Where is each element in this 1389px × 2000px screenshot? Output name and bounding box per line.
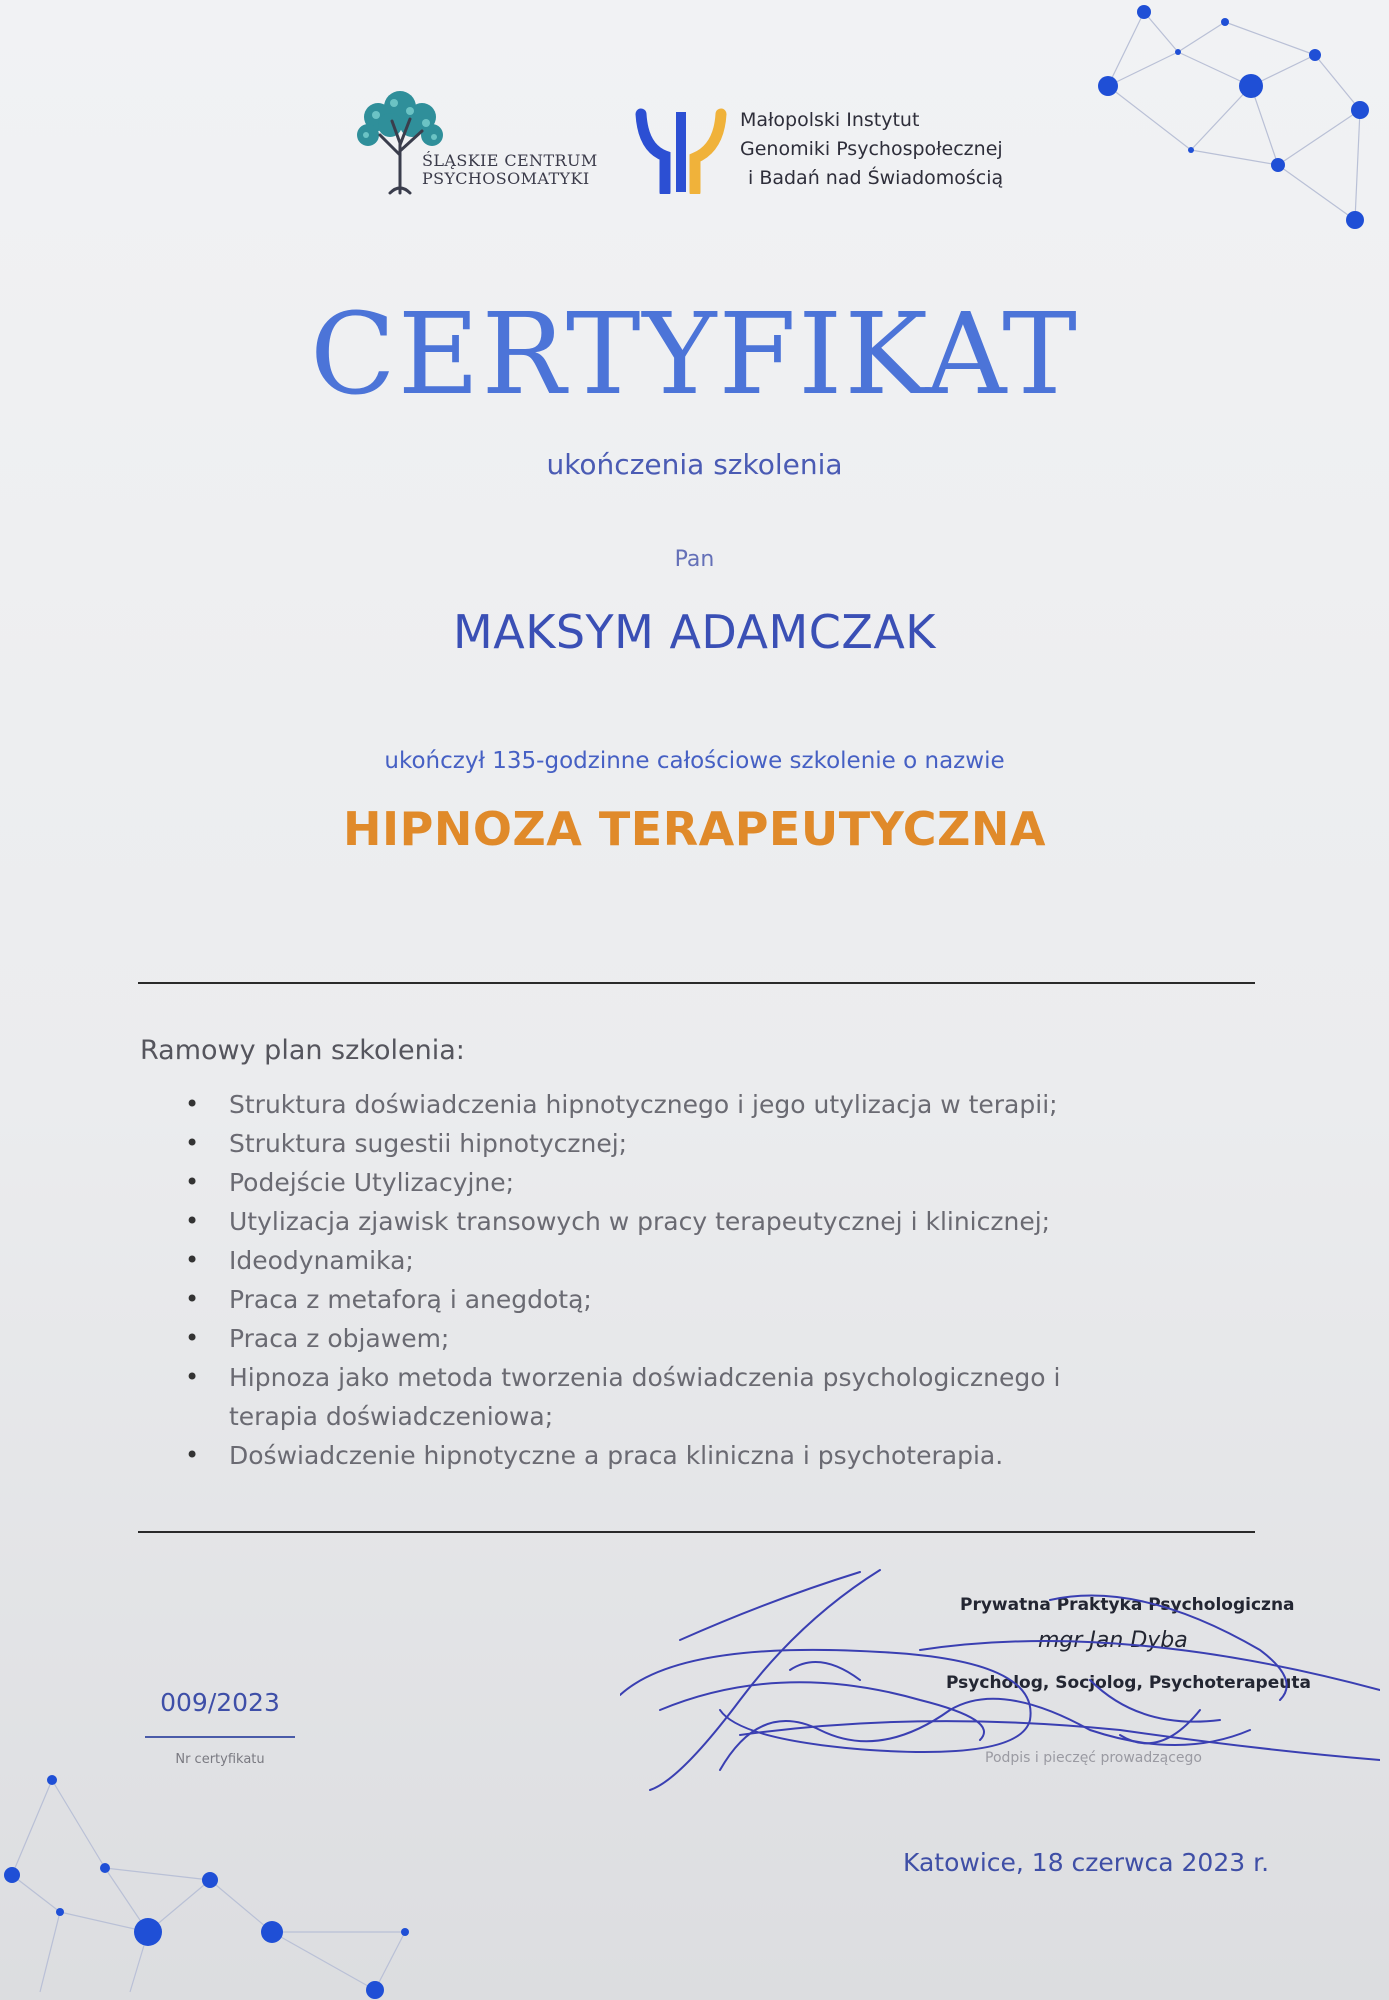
salutation: Pan [674,547,715,572]
plan-item: • Ideodynamika; [185,1241,1185,1280]
malopolski-instytut-logo [635,100,1055,200]
logo-right-line2: Genomiki Psychospołecznej [740,138,1003,160]
place-and-date: Katowice, 18 czerwca 2023 r. [903,1848,1270,1877]
plan-item: • Utylizacja zjawisk transowych w pracy terapeutycznej i klinicznej; [185,1202,1185,1241]
plan-list [185,1085,1185,1475]
certificate-subtitle: ukończenia szkolenia [546,448,843,481]
plan-item: • Doświadczenie hipnotyczne a praca kliniczna i psychoterapia. [185,1436,1185,1475]
plan-heading: Ramowy plan szkolenia: [140,1035,465,1066]
signature-icon [620,1560,1380,1820]
certificate-title: CERTYFIKAT [310,290,1079,420]
slaskie-centrum-logo [350,85,610,205]
completion-text: ukończył 135-godzinne całościowe szkolenie o nazwie [384,748,1005,774]
stamp-line2: mgr Jan Dyba [1038,1628,1188,1653]
course-name: HIPNOZA TERAPEUTYCZNA [343,802,1046,856]
slaskie-centrum-logo-text [422,152,622,188]
network-decoration-icon [0,1760,440,2000]
logo-right-line1: Małopolski Instytut [740,109,920,131]
certificate-number-label: Nr certyfikatu [175,1752,265,1767]
recipient-name: MAKSYM ADAMCZAK [453,605,936,659]
plan-item: • Praca z objawem; [185,1319,1185,1358]
certificate-number-underline [145,1736,295,1738]
logo-left-line1: ŚLĄSKIE CENTRUM [422,151,598,170]
malopolski-instytut-logo-text [740,106,1060,193]
plan-item: • Struktura sugestii hipnotycznej; [185,1124,1185,1163]
plan-item: • Praca z metaforą i anegdotą; [185,1280,1185,1319]
signature-label: Podpis i pieczęć prowadzącego [985,1750,1202,1766]
divider-top [138,982,1255,984]
logo-left-line2: PSYCHOSOMATYKI [422,169,590,188]
logo-right-line3: i Badań nad Świadomością [748,167,1004,189]
stamp-line1: Prywatna Praktyka Psychologiczna [960,1595,1295,1615]
psi-logo-icon [635,108,727,194]
plan-item: • Podejście Utylizacyjne; [185,1163,1185,1202]
plan-item: • Struktura doświadczenia hipnotycznego i jego utylizacja w terapii; [185,1085,1185,1124]
divider-bottom [138,1531,1255,1533]
certificate-number: 009/2023 [160,1688,280,1717]
plan-item: • Hipnoza jako metoda tworzenia doświadczenia psychologicznego i terapia doświadczeniowa; [185,1358,1185,1436]
network-decoration-icon [1060,0,1389,240]
stamp-line3: Psycholog, Socjolog, Psychoterapeuta [946,1673,1311,1693]
